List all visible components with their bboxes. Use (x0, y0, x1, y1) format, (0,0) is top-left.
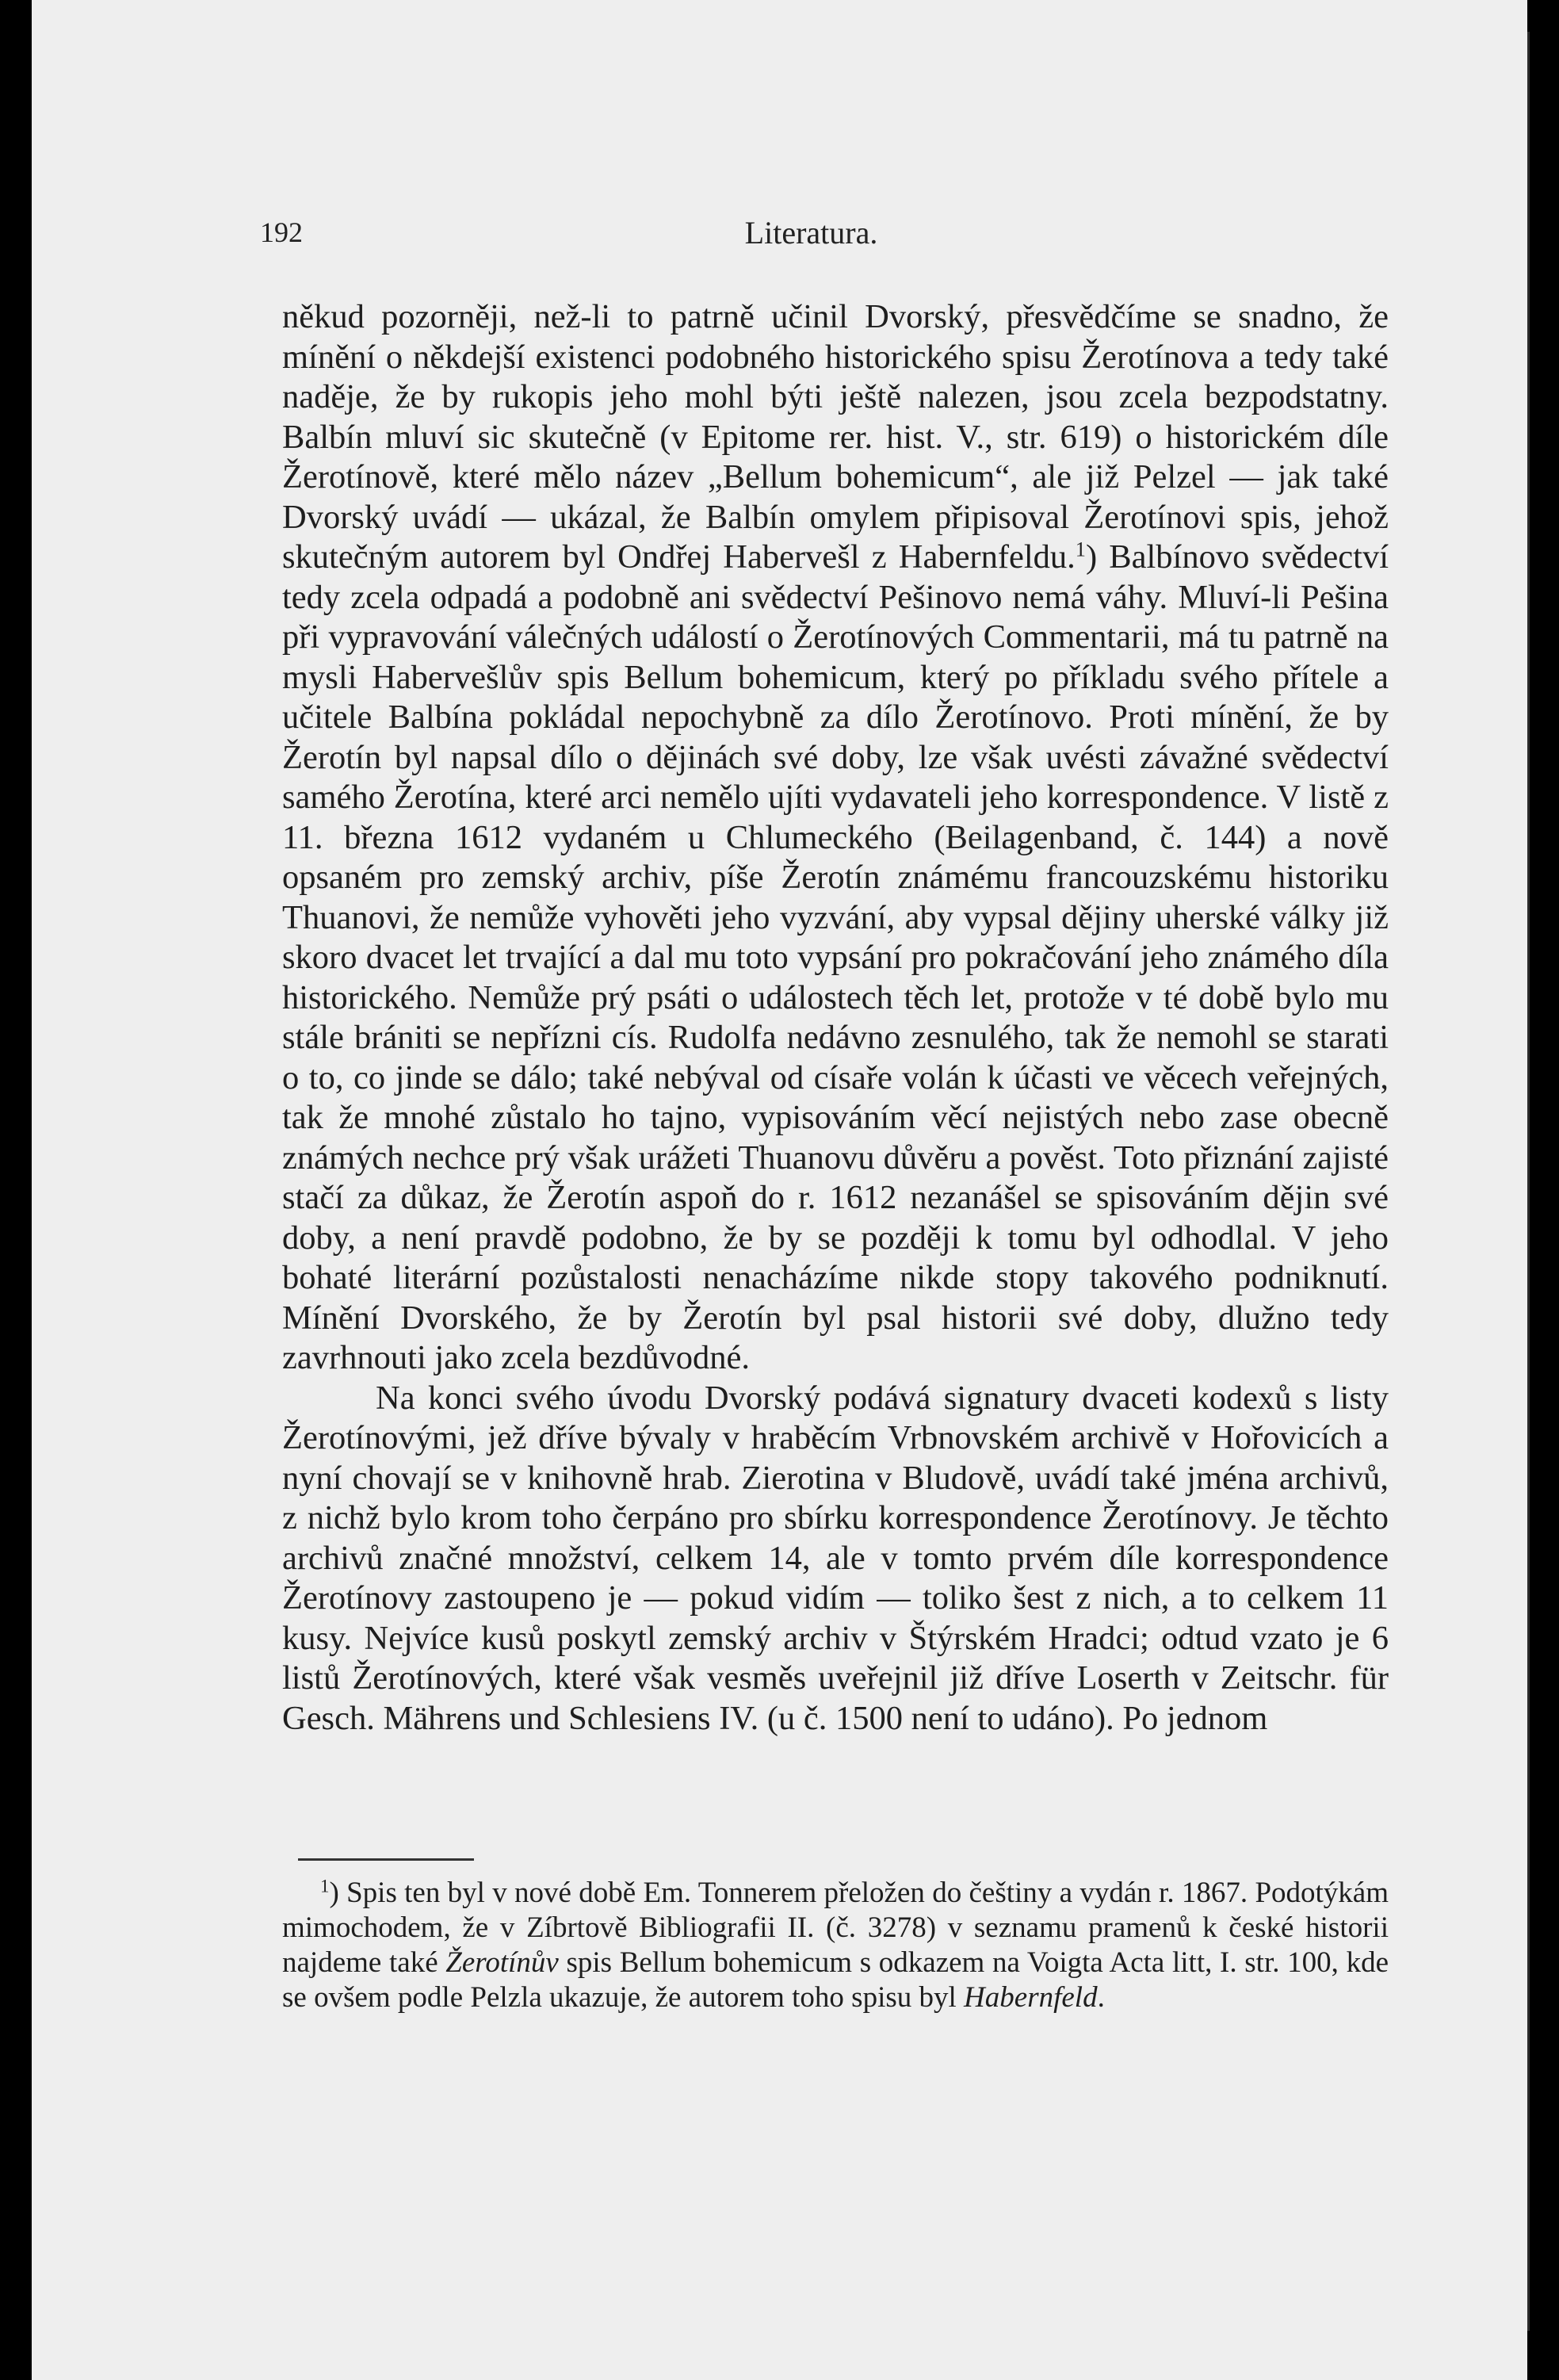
page-number: 192 (260, 216, 303, 248)
footnote-text-a: ) Spis ten byl v nové době Em. Tonnerem přeložen do češtiny a vydán r. 1867. Podotýkám mimochodem, že v Zíbrtově Bibliografii II. (č. 3278) v seznamu pramenů k české historii najdeme také (282, 1877, 1389, 1979)
body-text (282, 297, 1389, 1739)
scan-binding-edge (1527, 32, 1530, 2331)
book-page (32, 0, 1527, 2380)
footnotes (282, 1876, 1389, 2015)
paragraph-1-text-a: někud pozorněji, než-li to patrně učinil Dvorský, přesvědčíme se snadno, že mínění o někdejší existenci podobného historického spisu Žerotínova a tedy také naděje, že by rukopis jeho mohl býti ještě nalezen, jsou zcela bezpodstatny. Balbín mluví sic skutečně (v Epitome rer. hist. V., str. 619) o historickém díle Žerotínově, které mělo název „Bellum bohemicum“, ale již Pelzel — jak také Dvorský uvádí — ukázal, že Balbín omylem připisoval Žerotínovi spis, jehož skutečným autorem byl Ondřej Habervešl z Habernfeldu. (282, 298, 1389, 576)
footnote-1 (282, 1876, 1389, 2015)
running-head: Literatura. (744, 215, 878, 251)
footnote-italic-zerotinuv: Žerotínův (445, 1946, 559, 1979)
footnote-text-c: . (1097, 1981, 1105, 2014)
footnote-text-b: spis Bellum bohemicum s odkazem na Voigta Acta litt, I. str. 100, kde se ovšem podle Pelzla ukazuje, že autorem toho spisu byl (282, 1946, 1389, 2014)
footnote-divider (298, 1858, 474, 1861)
paragraph-2: Na konci svého úvodu Dvorský podává signatury dvaceti kodexů s listy Žerotínovými, jež dříve bývaly v hraběcím Vrbnovském archivě v Hořovicích a nyní chovají se v knihovně hrab. Zierotina v Bludově, uvádí také jména archivů, z nichž bylo krom toho čerpáno pro sbírku korrespondence Žerotínovy. Je těchto archivů značné množství, celkem 14, ale v tomto prvém díle korrespondence Žerotínovy zastoupeno je — pokud vidím — toliko šest z nich, a to celkem 11 kusy. Nejvíce kusů poskytl zemský archiv v Štýrském Hradci; odtud vzato je 6 listů Žerotínových, které však vesměs uveřejnil již dříve Loserth v Zeitschr. für Gesch. Mährens und Schlesiens IV. (u č. 1500 není to udáno). Po jednom (282, 1379, 1389, 1737)
paragraph-1-text-b: ) Balbínovo svědectví tedy zcela odpadá a podobně ani svědectví Pešinovo nemá váhy. Mluví-li Pešina při vypravování válečných událostí o Žerotínových Commentarii, má tu patrně na mysli Habervešlův spis Bellum bohemicum, který po příkladu svého přítele a učitele Balbína pokládal nepochybně za dílo Žerotínovo. Proti mínění, že by Žerotín byl napsal dílo o dějinách své doby, lze však uvésti závažné svědectví samého Žerotína, které arci nemělo ujíti vydavateli jeho korrespondence. V listě z 11. března 1612 vydaném u Chlumeckého (Beilagenband, č. 144) a nově opsaném pro zemský archiv, píše Žerotín známému francouzskému historiku Thuanovi, že nemůže vyhověti jeho vyzvání, aby vypsal dějiny uherské války již skoro dvacet let trvající a dal mu toto vypsání pro pokračování jeho známého díla historického. Nemůže prý psáti o událostech těch let, protože v té době bylo mu stále brániti se nepřízni cís. Rudolfa nedávno zesnulého, tak že nemohl se starati o to, co jinde se dálo; také nebýval od císaře volán k účasti ve věcech veřejných, tak že mnohé zůstalo ho tajno, vypisováním věcí nejistých nebo zase obecně známých nechce prý však urážeti Thuanovu důvěru a pověst. Toto přiznání zajisté stačí za důkaz, že Žerotín aspoň do r. 1612 nezanášel se spisováním dějin své doby, a není pravdě podobno, že by se později k tomu byl odhodlal. V jeho bohaté literární pozůstalosti nenacházíme nikde stopy takového podniknutí. Mínění Dvorského, že by Žerotín byl psal historii své doby, dlužno tedy zavrhnouti jako zcela bezdůvodné. (282, 538, 1389, 1376)
paragraph-1 (282, 297, 1389, 1379)
footnote-italic-habernfeld: Habernfeld (964, 1981, 1098, 2014)
footnote-reference: 1 (1075, 538, 1086, 561)
footnote-marker: 1 (320, 1876, 330, 1896)
